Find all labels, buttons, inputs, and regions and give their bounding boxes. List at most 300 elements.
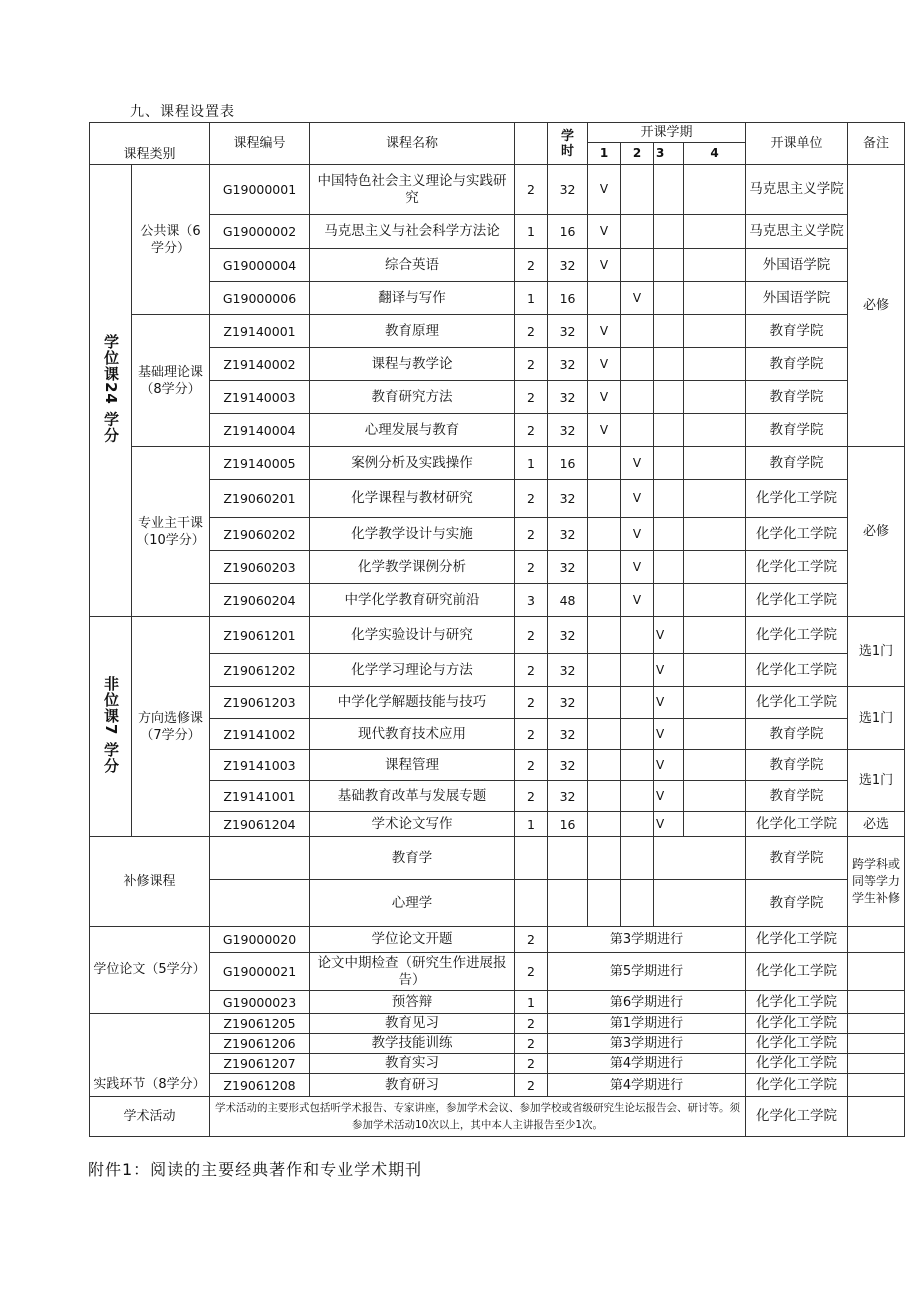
course-unit: 化学化工学院 xyxy=(746,617,848,654)
course-sem4 xyxy=(684,750,746,781)
course-sem3: V xyxy=(654,781,684,812)
table-row xyxy=(90,1014,905,1034)
course-unit: 化学化工学院 xyxy=(746,480,848,518)
course-sem2 xyxy=(621,414,654,447)
course-hours: 32 xyxy=(548,687,588,719)
course-credit: 2 xyxy=(515,719,548,750)
table-row xyxy=(90,837,905,880)
course-term: 第5学期进行 xyxy=(548,953,746,991)
course-credit: 2 xyxy=(515,953,548,991)
course-unit: 马克思主义学院 xyxy=(746,215,848,249)
course-name: 论文中期检查（研究生作进展报告） xyxy=(310,953,515,991)
course-credit: 2 xyxy=(515,1074,548,1097)
course-hours xyxy=(548,837,588,880)
course-hours: 32 xyxy=(548,654,588,687)
course-sem2 xyxy=(621,315,654,348)
course-credit: 2 xyxy=(515,1054,548,1074)
course-sem4 xyxy=(684,518,746,551)
course-name: 化学实验设计与研究 xyxy=(310,617,515,654)
course-sem3: V xyxy=(654,687,684,719)
course-code: Z19061207 xyxy=(210,1054,310,1074)
course-sem3 xyxy=(654,480,684,518)
course-name: 马克思主义与社会科学方法论 xyxy=(310,215,515,249)
course-sem3 xyxy=(654,518,684,551)
course-credit: 2 xyxy=(515,480,548,518)
course-credit: 1 xyxy=(515,447,548,480)
course-hours: 32 xyxy=(548,750,588,781)
course-term: 第3学期进行 xyxy=(548,927,746,953)
course-hours: 16 xyxy=(548,215,588,249)
footer-attachment: 附件1：阅读的主要经典著作和专业学术期刊 xyxy=(88,1160,423,1179)
course-sem4 xyxy=(684,282,746,315)
course-hours xyxy=(548,880,588,927)
course-name: 教育实习 xyxy=(310,1054,515,1074)
group-degree: 学位课24 学分 xyxy=(90,165,132,617)
course-sem2 xyxy=(621,215,654,249)
course-credit: 2 xyxy=(515,381,548,414)
course-unit: 外国语学院 xyxy=(746,282,848,315)
header-row xyxy=(90,123,905,143)
course-sem1: V xyxy=(588,249,621,282)
course-sem3 xyxy=(654,584,684,617)
course-note xyxy=(848,1097,905,1137)
course-sem2 xyxy=(621,812,654,837)
course-sem1 xyxy=(588,837,621,880)
course-hours: 16 xyxy=(548,282,588,315)
course-credit: 1 xyxy=(515,215,548,249)
course-code: Z19060202 xyxy=(210,518,310,551)
course-name: 教育研究方法 xyxy=(310,381,515,414)
course-hours: 32 xyxy=(548,480,588,518)
course-sem2: V xyxy=(621,551,654,584)
course-credit: 2 xyxy=(515,750,548,781)
course-hours: 32 xyxy=(548,249,588,282)
course-credit: 2 xyxy=(515,414,548,447)
table-row xyxy=(90,991,905,1014)
course-sem3 xyxy=(654,381,684,414)
course-hours: 32 xyxy=(548,518,588,551)
course-sem3 xyxy=(654,414,684,447)
table-row xyxy=(90,480,905,518)
course-credit: 1 xyxy=(515,991,548,1014)
header-category: 课程类别 xyxy=(90,123,210,165)
header-sem-1: 1 xyxy=(588,143,621,165)
header-note: 备注 xyxy=(848,123,905,165)
course-sem1 xyxy=(588,750,621,781)
course-unit: 教育学院 xyxy=(746,414,848,447)
course-sem4 xyxy=(684,617,746,654)
course-sem2: V xyxy=(621,584,654,617)
course-credit xyxy=(515,880,548,927)
course-credit xyxy=(515,837,548,880)
course-sem4 xyxy=(684,249,746,282)
table-row xyxy=(90,551,905,584)
course-code: G19000006 xyxy=(210,282,310,315)
course-name: 预答辩 xyxy=(310,991,515,1014)
course-sem4 xyxy=(684,447,746,480)
course-unit: 化学化工学院 xyxy=(746,584,848,617)
table-row xyxy=(90,584,905,617)
course-sem2 xyxy=(621,719,654,750)
course-hours: 32 xyxy=(548,381,588,414)
table-row xyxy=(90,348,905,381)
course-unit: 化学化工学院 xyxy=(746,654,848,687)
course-sem1 xyxy=(588,687,621,719)
course-sem3 xyxy=(654,348,684,381)
course-term: 第3学期进行 xyxy=(548,1034,746,1054)
course-sem1 xyxy=(588,880,621,927)
header-unit: 开课单位 xyxy=(746,123,848,165)
course-sem4 xyxy=(684,414,746,447)
course-note xyxy=(848,1014,905,1034)
course-hours: 32 xyxy=(548,414,588,447)
course-sem4 xyxy=(684,719,746,750)
course-sem1: V xyxy=(588,215,621,249)
note-pick-3: 选1门 xyxy=(848,750,905,812)
course-sem3 xyxy=(654,551,684,584)
course-sem1: V xyxy=(588,348,621,381)
course-sem1: V xyxy=(588,165,621,215)
course-sem2: V xyxy=(621,518,654,551)
course-unit: 教育学院 xyxy=(746,315,848,348)
course-sem1 xyxy=(588,518,621,551)
course-sem4 xyxy=(684,315,746,348)
course-unit: 化学化工学院 xyxy=(746,927,848,953)
course-note xyxy=(848,1034,905,1054)
table-row xyxy=(90,518,905,551)
table-row xyxy=(90,165,905,215)
table-row xyxy=(90,1097,905,1137)
course-sem3: V xyxy=(654,750,684,781)
course-sem3 xyxy=(654,249,684,282)
group-public: 公共课（6 学分） xyxy=(132,165,210,315)
course-name: 教育原理 xyxy=(310,315,515,348)
course-sem4 xyxy=(684,687,746,719)
course-credit: 2 xyxy=(515,781,548,812)
table-row xyxy=(90,687,905,719)
course-name: 翻译与写作 xyxy=(310,282,515,315)
course-sem1 xyxy=(588,617,621,654)
course-sem1 xyxy=(588,812,621,837)
course-unit: 化学化工学院 xyxy=(746,1014,848,1034)
course-sem2 xyxy=(621,249,654,282)
course-note xyxy=(848,991,905,1014)
course-hours: 32 xyxy=(548,719,588,750)
course-code: Z19140005 xyxy=(210,447,310,480)
course-code: G19000021 xyxy=(210,953,310,991)
course-name: 化学教学课例分析 xyxy=(310,551,515,584)
course-code: G19000001 xyxy=(210,165,310,215)
course-sem2 xyxy=(621,687,654,719)
course-sem4 xyxy=(684,551,746,584)
course-code: Z19060201 xyxy=(210,480,310,518)
course-sem2 xyxy=(621,348,654,381)
course-code: G19000023 xyxy=(210,991,310,1014)
course-unit: 化学化工学院 xyxy=(746,1074,848,1097)
table-row xyxy=(90,1054,905,1074)
course-sem2: V xyxy=(621,282,654,315)
curriculum-table xyxy=(89,122,905,1137)
course-term: 第4学期进行 xyxy=(548,1074,746,1097)
table-row xyxy=(90,750,905,781)
group-theory: 基础理论课（8学分） xyxy=(132,315,210,447)
table-row xyxy=(90,282,905,315)
course-name: 心理学 xyxy=(310,880,515,927)
course-note xyxy=(848,1074,905,1097)
course-unit: 化学化工学院 xyxy=(746,1054,848,1074)
course-credit: 2 xyxy=(515,165,548,215)
course-sem2 xyxy=(621,781,654,812)
table-row xyxy=(90,781,905,812)
course-sem1 xyxy=(588,654,621,687)
course-code: Z19061205 xyxy=(210,1014,310,1034)
course-code: Z19141001 xyxy=(210,781,310,812)
course-hours: 48 xyxy=(548,584,588,617)
course-name: 案例分析及实践操作 xyxy=(310,447,515,480)
table-row xyxy=(90,812,905,837)
course-unit: 教育学院 xyxy=(746,781,848,812)
course-unit: 教育学院 xyxy=(746,348,848,381)
course-code: Z19140003 xyxy=(210,381,310,414)
course-code: Z19061208 xyxy=(210,1074,310,1097)
course-code: Z19061203 xyxy=(210,687,310,719)
course-code xyxy=(210,837,310,880)
group-practice: 实践环节（8学分） xyxy=(90,1014,210,1097)
course-code: Z19140001 xyxy=(210,315,310,348)
course-sem3 xyxy=(654,282,684,315)
course-sem2 xyxy=(621,381,654,414)
course-code: Z19061202 xyxy=(210,654,310,687)
course-credit: 1 xyxy=(515,812,548,837)
header-sem-4: 4 xyxy=(684,143,746,165)
course-sem2 xyxy=(621,837,654,880)
course-sem3 xyxy=(654,215,684,249)
course-sem2: V xyxy=(621,447,654,480)
course-name: 教育见习 xyxy=(310,1014,515,1034)
course-code: Z19061206 xyxy=(210,1034,310,1054)
course-unit: 教育学院 xyxy=(746,880,848,927)
course-sem1 xyxy=(588,584,621,617)
header-credit xyxy=(515,123,548,165)
course-credit: 2 xyxy=(515,617,548,654)
course-sem1 xyxy=(588,447,621,480)
course-unit: 化学化工学院 xyxy=(746,812,848,837)
course-sem3 xyxy=(654,315,684,348)
course-name: 综合英语 xyxy=(310,249,515,282)
course-unit: 马克思主义学院 xyxy=(746,165,848,215)
group-elective: 方向选修课（7学分） xyxy=(132,617,210,837)
course-code: Z19061204 xyxy=(210,812,310,837)
course-note xyxy=(848,953,905,991)
header-name: 课程名称 xyxy=(310,123,515,165)
group-activity: 学术活动 xyxy=(90,1097,210,1137)
course-code: Z19141003 xyxy=(210,750,310,781)
course-code xyxy=(210,880,310,927)
table-row xyxy=(90,447,905,480)
table-row xyxy=(90,249,905,282)
course-credit: 2 xyxy=(515,518,548,551)
course-name: 化学课程与教材研究 xyxy=(310,480,515,518)
group-thesis: 学位论文（5学分） xyxy=(90,927,210,1014)
course-name: 化学学习理论与方法 xyxy=(310,654,515,687)
course-sem34 xyxy=(654,837,746,880)
course-sem4 xyxy=(684,165,746,215)
course-hours: 32 xyxy=(548,348,588,381)
course-term: 第6学期进行 xyxy=(548,991,746,1014)
course-unit: 化学化工学院 xyxy=(746,1097,848,1137)
course-sem2 xyxy=(621,617,654,654)
course-name: 基础教育改革与发展专题 xyxy=(310,781,515,812)
course-note xyxy=(848,927,905,953)
course-code: Z19060203 xyxy=(210,551,310,584)
note-remedial: 跨学科或同等学力学生补修 xyxy=(848,837,905,927)
table-row xyxy=(90,414,905,447)
table-row xyxy=(90,719,905,750)
note-must: 必选 xyxy=(848,812,905,837)
course-name: 课程管理 xyxy=(310,750,515,781)
group-nondegree: 非位课7 学分 xyxy=(90,617,132,837)
table-row xyxy=(90,215,905,249)
table-row xyxy=(90,315,905,348)
course-unit: 教育学院 xyxy=(746,381,848,414)
note-pick-2: 选1门 xyxy=(848,687,905,750)
group-major: 专业主干课（10学分） xyxy=(132,447,210,617)
course-note xyxy=(848,1054,905,1074)
course-sem3 xyxy=(654,447,684,480)
course-sem4 xyxy=(684,215,746,249)
course-name: 学术论文写作 xyxy=(310,812,515,837)
course-code: Z19140002 xyxy=(210,348,310,381)
course-name: 教育学 xyxy=(310,837,515,880)
course-credit: 2 xyxy=(515,654,548,687)
course-name: 现代教育技术应用 xyxy=(310,719,515,750)
course-credit: 2 xyxy=(515,927,548,953)
course-credit: 2 xyxy=(515,1014,548,1034)
course-hours: 32 xyxy=(548,165,588,215)
header-semester: 开课学期 xyxy=(588,123,746,143)
course-sem1: V xyxy=(588,381,621,414)
course-hours: 32 xyxy=(548,781,588,812)
table-row xyxy=(90,927,905,953)
course-name: 中学化学解题技能与技巧 xyxy=(310,687,515,719)
course-hours: 16 xyxy=(548,812,588,837)
course-sem2 xyxy=(621,750,654,781)
course-sem3: V xyxy=(654,654,684,687)
course-sem4 xyxy=(684,480,746,518)
course-credit: 2 xyxy=(515,249,548,282)
course-code: Z19141002 xyxy=(210,719,310,750)
course-unit: 化学化工学院 xyxy=(746,953,848,991)
course-name: 心理发展与教育 xyxy=(310,414,515,447)
course-name: 教学技能训练 xyxy=(310,1034,515,1054)
course-credit: 2 xyxy=(515,1034,548,1054)
course-sem4 xyxy=(684,781,746,812)
table-row xyxy=(90,1034,905,1054)
course-sem2 xyxy=(621,654,654,687)
course-sem1 xyxy=(588,480,621,518)
table-row xyxy=(90,880,905,927)
course-code: Z19140004 xyxy=(210,414,310,447)
course-hours: 32 xyxy=(548,551,588,584)
course-sem3 xyxy=(654,165,684,215)
course-unit: 教育学院 xyxy=(746,447,848,480)
table-row xyxy=(90,381,905,414)
course-code: Z19060204 xyxy=(210,584,310,617)
course-credit: 3 xyxy=(515,584,548,617)
course-sem4 xyxy=(684,654,746,687)
course-name: 教育研习 xyxy=(310,1074,515,1097)
course-sem4 xyxy=(684,348,746,381)
note-pick-1: 选1门 xyxy=(848,617,905,687)
header-sem-2: 2 xyxy=(621,143,654,165)
course-hours: 32 xyxy=(548,315,588,348)
course-hours: 16 xyxy=(548,447,588,480)
course-sem1 xyxy=(588,551,621,584)
course-sem3: V xyxy=(654,812,684,837)
course-sem3: V xyxy=(654,617,684,654)
course-sem2 xyxy=(621,880,654,927)
course-sem1 xyxy=(588,282,621,315)
course-unit: 化学化工学院 xyxy=(746,1034,848,1054)
group-remedial: 补修课程 xyxy=(90,837,210,927)
page-title: 九、课程设置表 xyxy=(130,104,235,120)
course-unit: 外国语学院 xyxy=(746,249,848,282)
course-name: 化学教学设计与实施 xyxy=(310,518,515,551)
course-sem34 xyxy=(654,880,746,927)
course-credit: 1 xyxy=(515,282,548,315)
table-row xyxy=(90,953,905,991)
course-unit: 教育学院 xyxy=(746,719,848,750)
course-name: 中国特色社会主义理论与实践研究 xyxy=(310,165,515,215)
note-required-2: 必修 xyxy=(848,447,905,617)
course-unit: 化学化工学院 xyxy=(746,518,848,551)
course-sem1: V xyxy=(588,414,621,447)
course-name: 中学化学教育研究前沿 xyxy=(310,584,515,617)
course-sem4 xyxy=(684,584,746,617)
header-hours: 学时 xyxy=(548,123,588,165)
course-code: G19000002 xyxy=(210,215,310,249)
table-row xyxy=(90,617,905,654)
header-sem-3: 3 xyxy=(654,143,684,165)
course-name: 学位论文开题 xyxy=(310,927,515,953)
header-code: 课程编号 xyxy=(210,123,310,165)
course-credit: 2 xyxy=(515,687,548,719)
course-credit: 2 xyxy=(515,551,548,584)
course-credit: 2 xyxy=(515,315,548,348)
course-unit: 化学化工学院 xyxy=(746,687,848,719)
course-hours: 32 xyxy=(548,617,588,654)
course-credit: 2 xyxy=(515,348,548,381)
course-sem1 xyxy=(588,781,621,812)
course-sem3: V xyxy=(654,719,684,750)
course-code: Z19061201 xyxy=(210,617,310,654)
course-sem4 xyxy=(684,381,746,414)
table-row xyxy=(90,1074,905,1097)
course-term: 第1学期进行 xyxy=(548,1014,746,1034)
course-name: 课程与教学论 xyxy=(310,348,515,381)
course-sem4 xyxy=(684,812,746,837)
note-required-1: 必修 xyxy=(848,165,905,447)
course-unit: 化学化工学院 xyxy=(746,551,848,584)
course-unit: 教育学院 xyxy=(746,750,848,781)
activity-description: 学术活动的主要形式包括听学术报告、专家讲座，参加学术会议、参加学校或省级研究生论坛报告会、研讨等。须参加学术活动10次以上，其中本人主讲报告至少1次。 xyxy=(210,1097,746,1137)
course-sem2: V xyxy=(621,480,654,518)
course-sem2 xyxy=(621,165,654,215)
course-unit: 化学化工学院 xyxy=(746,991,848,1014)
course-term: 第4学期进行 xyxy=(548,1054,746,1074)
table-row xyxy=(90,654,905,687)
course-sem1: V xyxy=(588,315,621,348)
